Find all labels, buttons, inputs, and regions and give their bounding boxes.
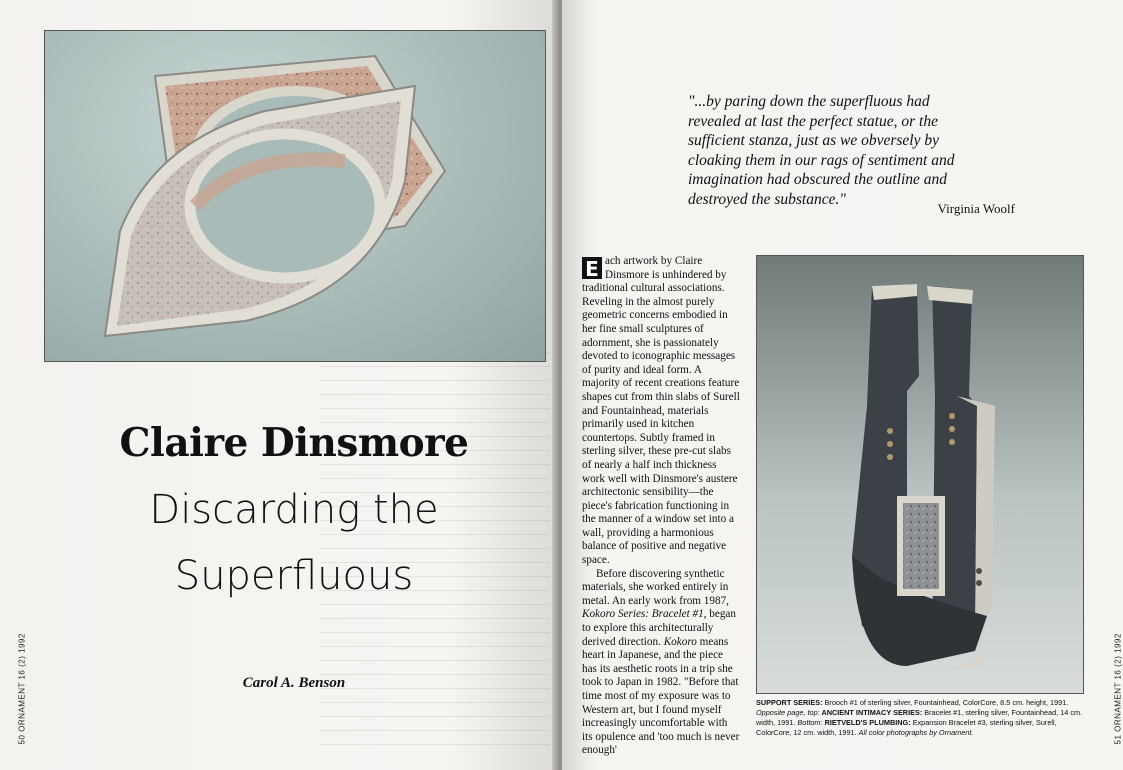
body-text-column	[582, 255, 740, 758]
quote-line: imagination had obscured the outline and	[688, 171, 948, 188]
left-page	[0, 0, 558, 770]
caption-text-3: Expansion Bracelet #3, sterling silver, Surell, ColorCore, 12 cm. width, 1991.	[756, 718, 1057, 737]
para2-italic-title: Kokoro Series: Bracelet #1,	[582, 608, 707, 621]
para2-text-c: means heart in Japanese, and the piece has its aesthetic roots in a trip she took to Japan in 1982. "Before that time most of my exposure was to Western art, but I found myself increasingly uncomfortable with its opulence and 'too much is never enough'	[582, 635, 740, 757]
drop-cap: E	[582, 257, 602, 279]
article-subtitle-line-2: Superfluous	[174, 553, 414, 599]
quote-attribution: Virginia Woolf	[937, 201, 1015, 216]
article-subtitle-line-1: Discarding the	[149, 487, 439, 533]
caption-italic-1: Opposite page, top:	[756, 708, 820, 717]
quote-line: destroyed the substance."	[688, 190, 846, 208]
body-paragraph-2	[582, 568, 740, 758]
bracelet-photo	[44, 30, 546, 362]
right-folio: 51 ORNAMENT 16 (2) 1992	[1113, 633, 1123, 745]
caption-series-3: RIETVELD'S PLUMBING:	[822, 718, 911, 727]
quote-line: "...by paring down the superfluous had	[688, 93, 930, 110]
article-title-name: Claire Dinsmore	[119, 420, 469, 466]
caption-series-2: ANCIENT INTIMACY SERIES:	[819, 708, 923, 717]
para2-italic-word: Kokoro	[663, 635, 697, 648]
para2-text-b: began to explore this architecturally derived direction.	[582, 608, 736, 648]
caption-credit: All color photographs by Ornament.	[858, 728, 974, 737]
para2-text-a: Before discovering synthetic materials, she worked entirely in metal. An early work from 1987,	[582, 567, 729, 607]
epigraph-quote	[688, 92, 1018, 209]
caption-series-1: SUPPORT SERIES:	[756, 698, 823, 707]
quote-line: sufficient stanza, just as we obversely by	[688, 132, 939, 149]
left-folio: 50 ORNAMENT 16 (2) 1992	[17, 633, 27, 745]
photo-caption	[756, 698, 1086, 738]
caption-italic-2: Bottom:	[797, 718, 823, 727]
brooch-photo	[756, 255, 1084, 694]
bracelet-illustration	[45, 31, 545, 361]
caption-text-2: Bracelet #1, sterling silver, Fountainhead, 14 cm. width, 1991.	[756, 708, 1083, 727]
caption-text-1: Brooch #1 of sterling silver, Fountainhead, ColorCore, 8.5 cm. height, 1991.	[822, 698, 1069, 707]
para1-text: ach artwork by Claire Dinsmore is unhindered by traditional cultural associations. Reveling in the almost purely geometric concerns embodied in her fine small sculptures of adornment, she is passionately devoted to iconographic messages of purity and ideal form. A majority of recent creations feature shapes cut from thin slabs of Surell and Fountainhead, materials primarily used in kitchen countertops. Subtly framed in sterling silver, these pre-cut slabs of nearly a half inch thickness work well with Dinsmore's austere architectonic sensibility—the piece's fabrication functioning in the manner of a window set into a wall, providing a harmonious balance of positive and negative space.	[582, 255, 740, 567]
quote-line: cloaking them in our rags of sentiment and	[688, 151, 955, 169]
quote-line: revealed at last the perfect statue, or the	[688, 112, 938, 130]
author-byline: Carol A. Benson	[242, 675, 346, 691]
brooch-illustration	[757, 256, 1083, 693]
body-paragraph-1	[582, 255, 740, 568]
